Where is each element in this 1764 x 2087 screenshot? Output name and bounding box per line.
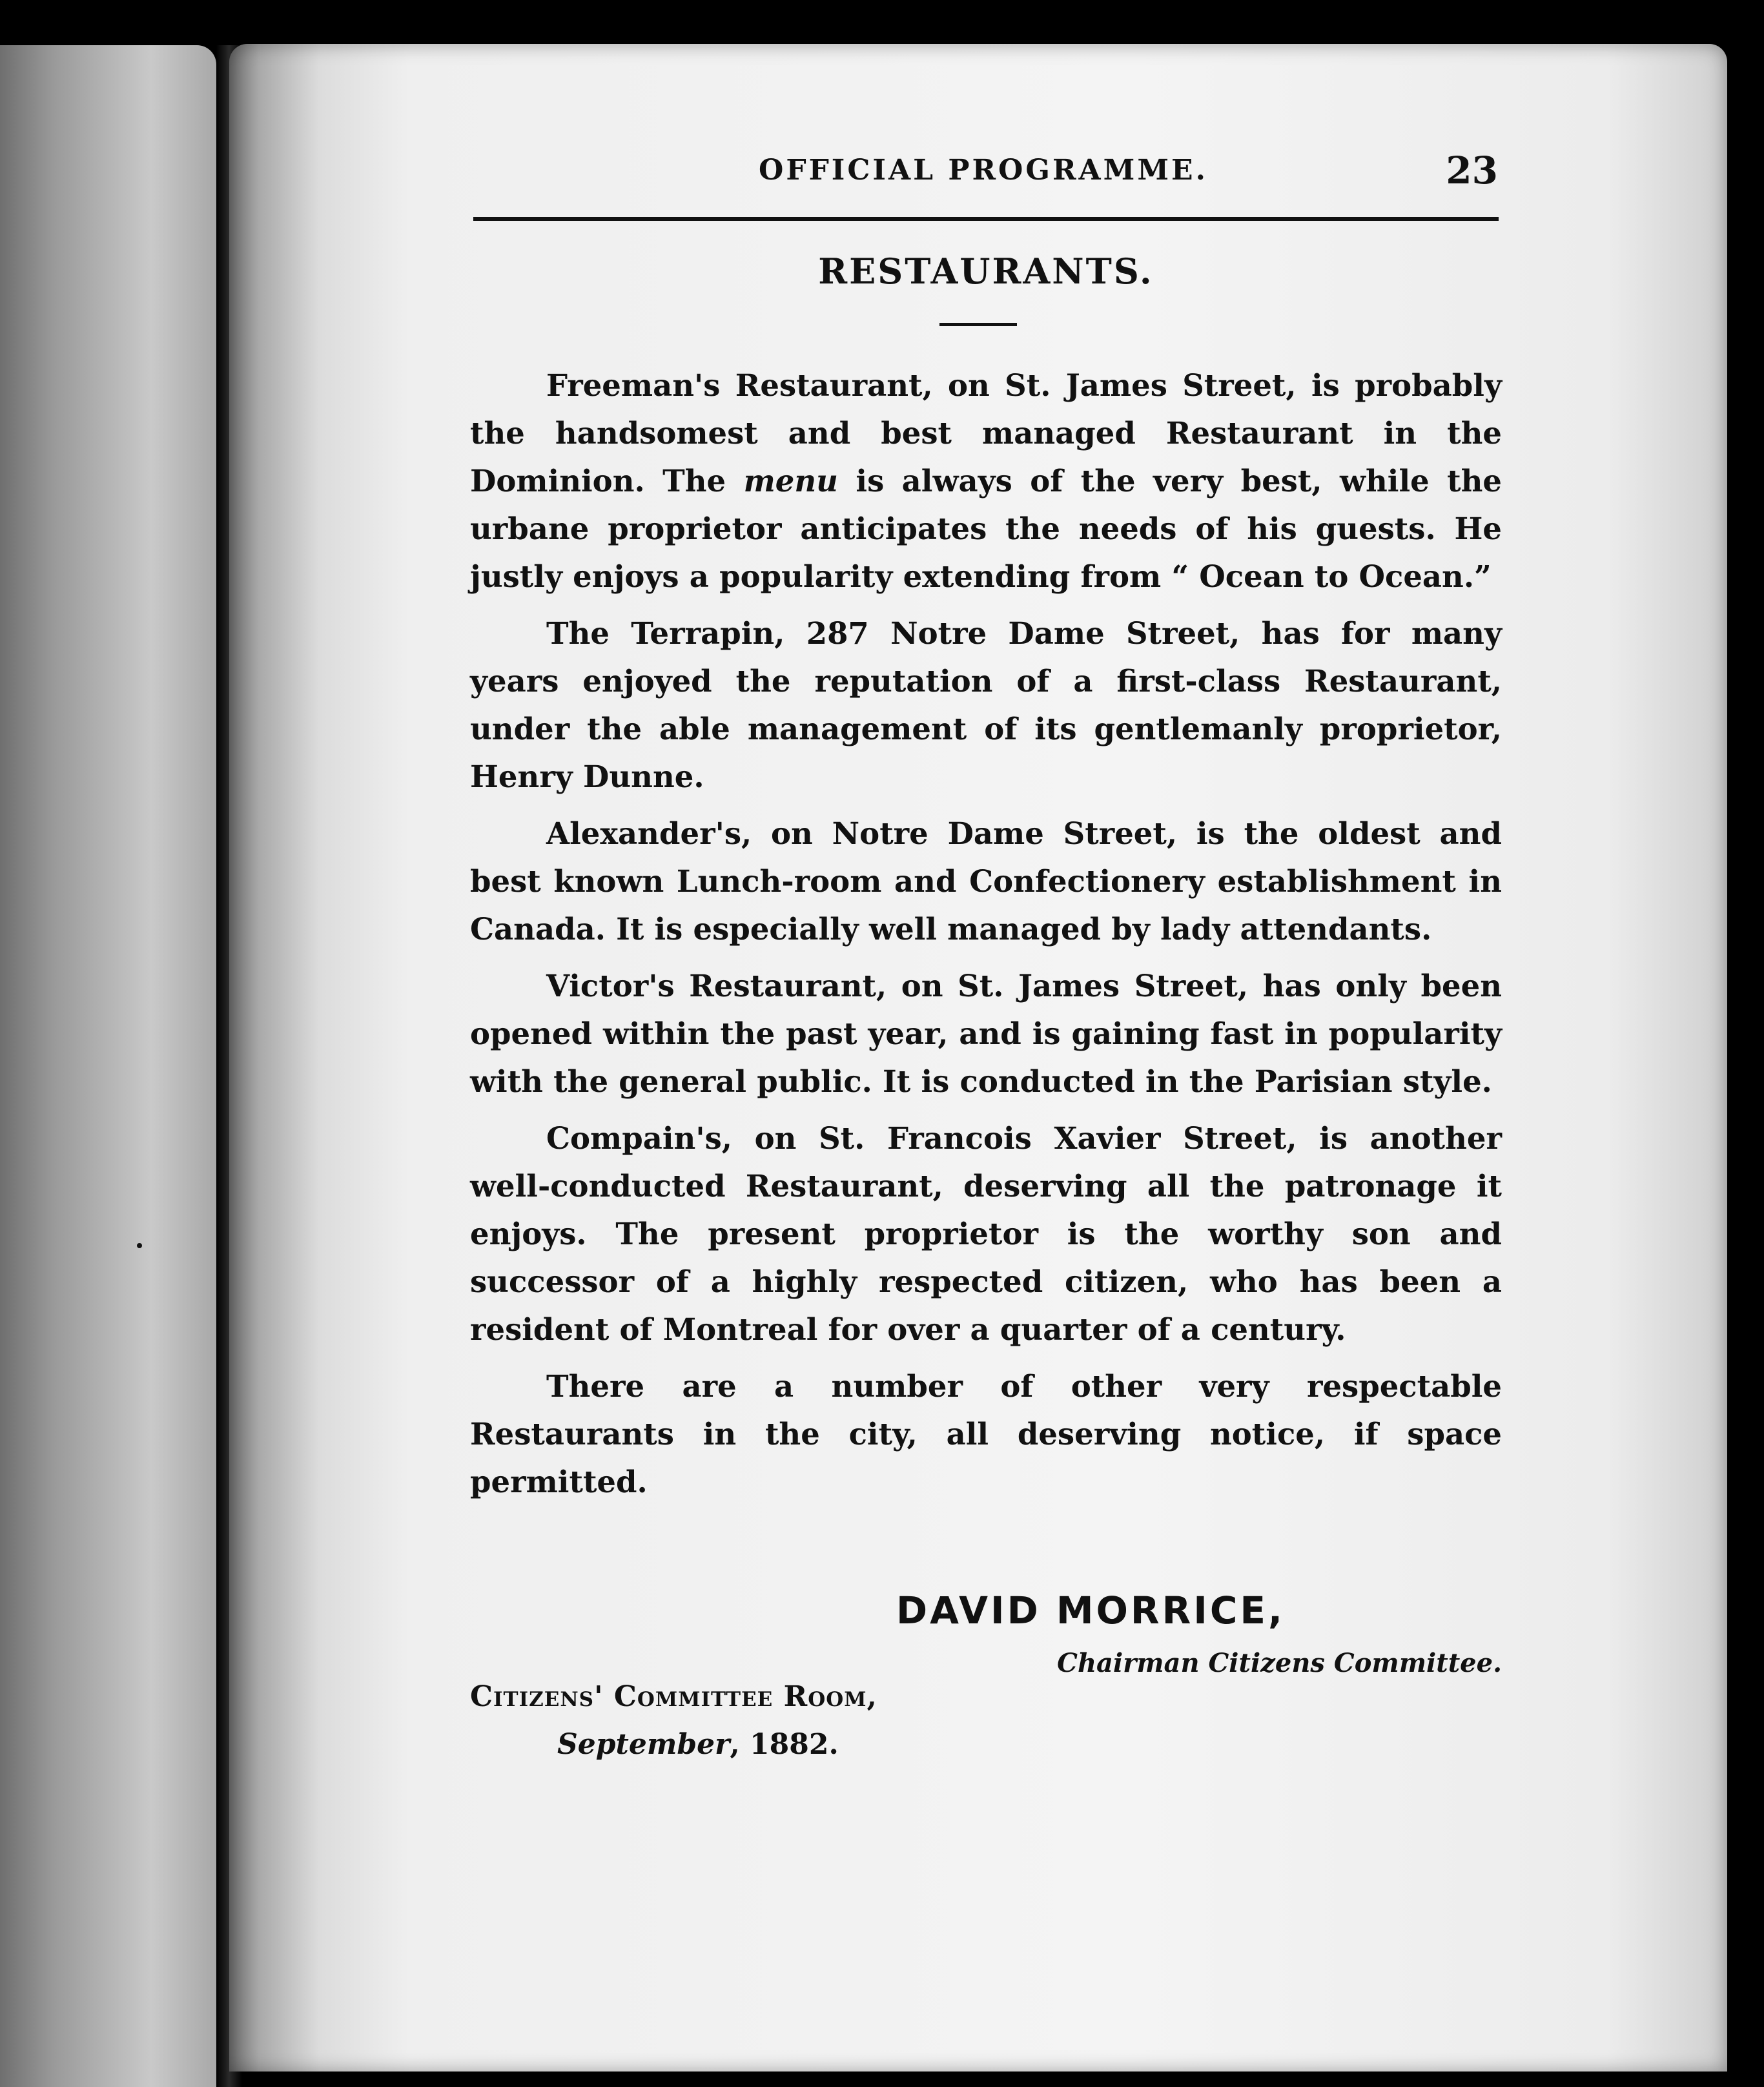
signatory-title: Chairman Citizens Committee. [1057, 1648, 1502, 1678]
signature-place: Citizens' Committee Room, [470, 1680, 877, 1713]
section-title: RESTAURANTS. [818, 251, 1154, 292]
paragraph-freemans [470, 362, 1502, 601]
running-head: OFFICIAL PROGRAMME. [759, 154, 1208, 187]
left-page-edge [0, 45, 216, 2087]
header-rule [473, 217, 1499, 221]
date-month: September [557, 1728, 730, 1761]
body-text [470, 362, 1502, 1515]
title-rule [939, 323, 1017, 326]
signatory-name: DAVID MORRICE, [896, 1588, 1286, 1632]
paragraph-text: Freeman's Restaurant, on St. James Street, is probably the handsomest and best managed Restaurant in the Dominion. The [470, 367, 1502, 499]
signature-block [470, 1588, 1502, 1769]
paragraph-victors: Victor's Restaurant, on St. James Street, has only been opened within the past year, and is gaining fast in popularity with the general public. It is conducted in the Parisian style. [470, 968, 1502, 1099]
paragraph-terrapin: The Terrapin, 287 Notre Dame Street, has for many years enjoyed the reputation of a first-class Restaurant, under the able management of its gentlemanly proprietor, Henry Dunne. [470, 615, 1502, 794]
paragraph-others: There are a number of other very respectable Restaurants in the city, all deserving notice, if space permitted. [470, 1368, 1502, 1499]
ink-speck [137, 1243, 142, 1248]
paragraph-text: is always of the very best, while the urbane proprietor anticipates the needs of his guests. He justly enjoys a popularity extending from “ Ocean to Ocean.” [470, 463, 1502, 594]
paragraph-compains: Compain's, on St. Francois Xavier Street, is another well-conducted Restaurant, deserving all the patronage it enjoys. The present proprietor is the worthy son and successor of a highly respected citizen, who has been a resident of Montreal for over a quarter of a century. [470, 1120, 1502, 1347]
menu-italic: menu [743, 463, 838, 499]
paragraph-alexanders: Alexander's, on Notre Dame Street, is the oldest and best known Lunch-room and Confectionery establishment in Canada. It is especially well managed by lady attendants. [470, 816, 1502, 947]
page-number: 23 [1446, 149, 1498, 192]
signature-date [557, 1728, 839, 1761]
page-header [465, 149, 1498, 194]
date-year: , 1882. [730, 1728, 839, 1761]
